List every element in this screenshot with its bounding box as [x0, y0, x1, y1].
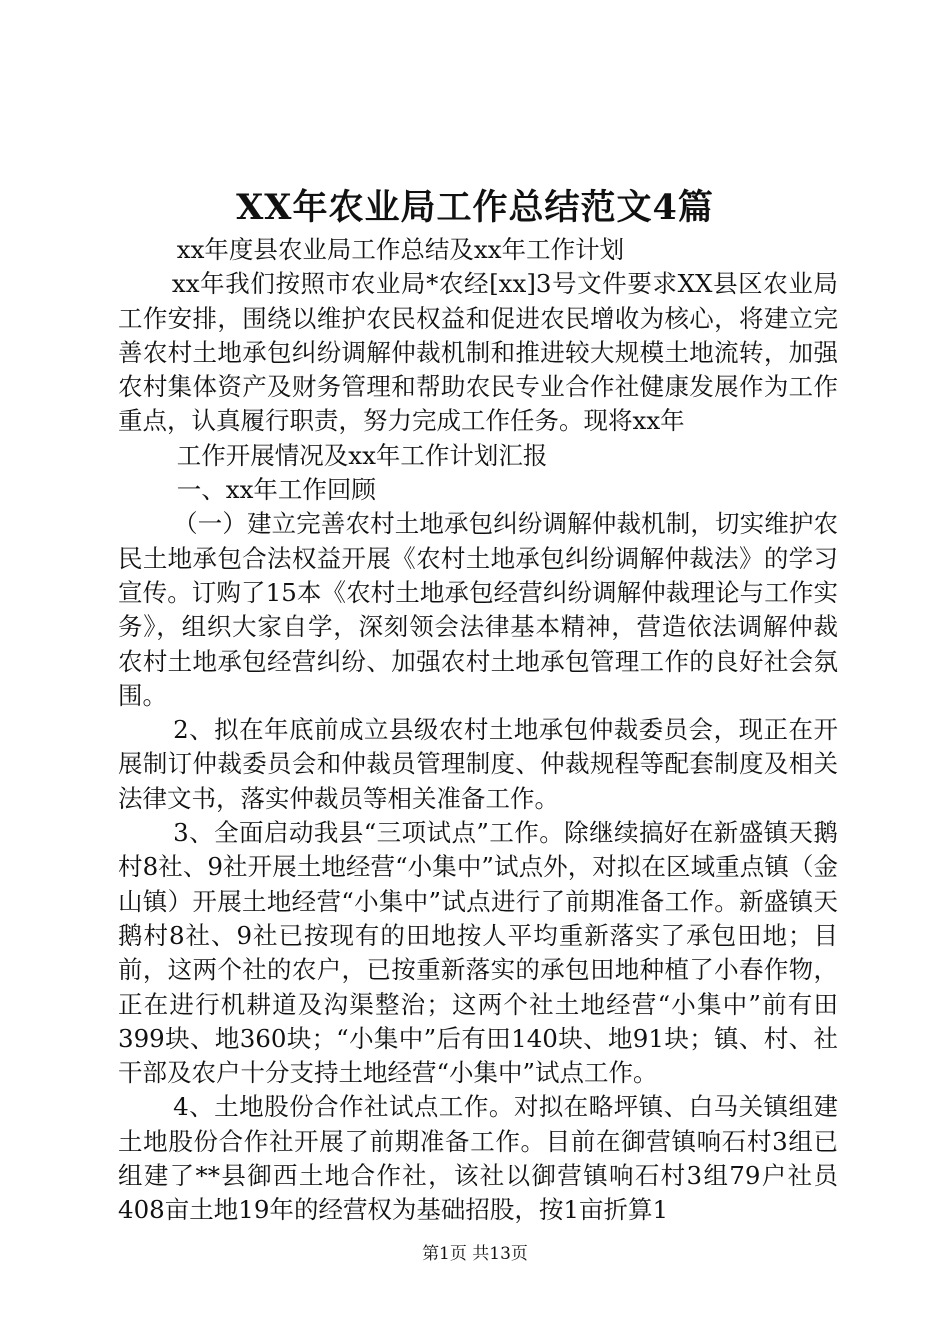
paragraph-report-heading: 工作开展情况及xx年工作计划汇报	[176, 440, 548, 470]
page-number-footer: 第1页 共13页	[422, 1244, 528, 1264]
section-heading-review: 一、xx年工作回顾	[176, 475, 376, 505]
document-body	[118, 233, 838, 1228]
paragraph-intro: xx年我们按照市农业局*农经[xx]3号文件要求XX县区农业局工作安排，围绕以维护农民权益和促进农民增收为核心，将建立完善农村土地承包纠纷调解仲裁机制和推进较大规模土地流转，加强农村集体资产及财务管理和帮助农民专业合作社健康发展作为工作重点，认真履行职责，努力完成工作任务。现将xx年	[118, 269, 838, 436]
paragraph-item-2: 2、拟在年底前成立县级农村土地承包仲裁委员会，现正在开展制订仲裁委员会和仲裁员管理制度、仲裁规程等配套制度及相关法律文书，落实仲裁员等相关准备工作。	[118, 715, 838, 813]
document-title: XX年农业局工作总结范文4篇	[236, 187, 714, 228]
paragraph-item-1: （一）建立完善农村土地承包纠纷调解仲裁机制，切实维护农民土地承包合法权益开展《农村土地承包纠纷调解仲裁法》的学习宣传。订购了15本《农村土地承包经营纠纷调解仲裁理论与工作实务》，组织大家自学，深刻领会法律基本精神，营造依法调解仲裁农村土地承包经营纠纷、加强农村土地承包管理工作的良好社会氛围。	[118, 509, 838, 710]
document-subtitle: xx年度县农业局工作总结及xx年工作计划	[176, 235, 625, 264]
paragraph-item-3: 3、全面启动我县“三项试点”工作。除继续搞好在新盛镇天鹅村8社、9社开展土地经营“小集中”试点外，对拟在区域重点镇（金山镇）开展土地经营“小集中”试点进行了前期准备工作。新盛镇天鹅村8社、9社已按现有的田地按人平均重新落实了承包田地；目前，这两个社的农户，已按重新落实的承包田地种植了小春作物，正在进行机耕道及沟渠整治；这两个社土地经营“小集中”前有田399块、地360块；“小集中”后有田140块、地91块；镇、村、社干部及农户十分支持土地经营“小集中”试点工作。	[118, 818, 838, 1088]
paragraph-item-4: 4、土地股份合作社试点工作。对拟在略坪镇、白马关镇组建土地股份合作社开展了前期准备工作。目前在御营镇响石村3组已组建了**县御西土地合作社，该社以御营镇响石村3组79户社员408亩土地19年的经营权为基础招股，按1亩折算1	[118, 1092, 838, 1225]
